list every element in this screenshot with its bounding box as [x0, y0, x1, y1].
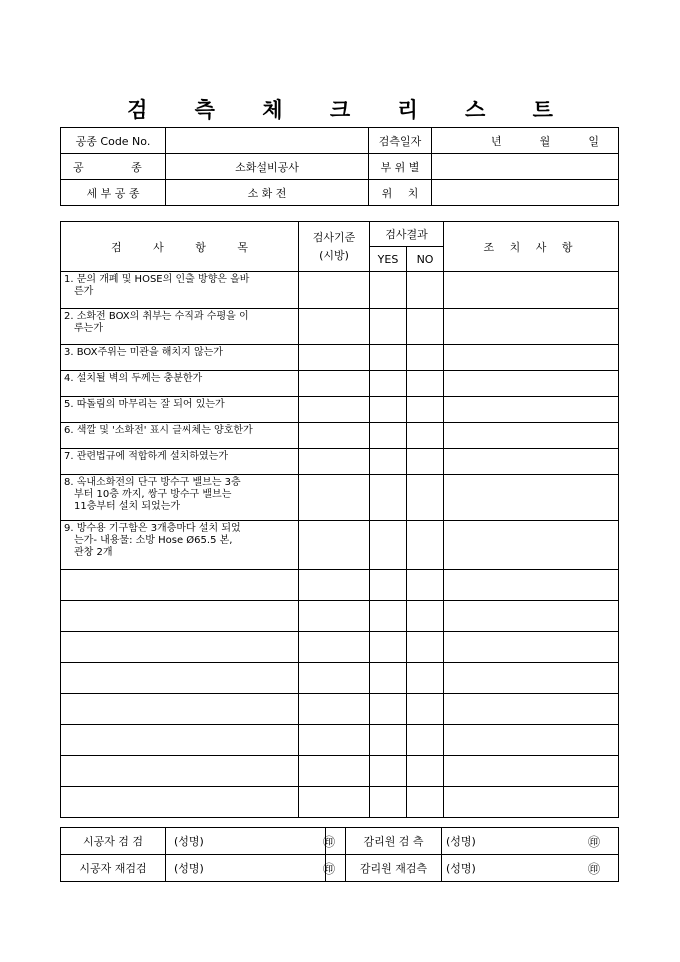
checklist-action-field[interactable] [444, 345, 619, 371]
contractor-inspect-name-field[interactable] [166, 828, 335, 855]
signature-row-2 [61, 855, 619, 882]
checklist-standard-field[interactable] [299, 449, 370, 475]
date-month-label: 월 [539, 134, 551, 148]
date-label: 검측일자 [369, 128, 432, 154]
checklist-standard-field[interactable] [299, 272, 370, 309]
checklist-standard-field[interactable] [299, 725, 370, 756]
contractor-inspect-seal: ㊞ [322, 834, 335, 849]
checklist-action-field[interactable] [444, 601, 619, 632]
col-standard-title: 검사기준 [312, 230, 356, 244]
checklist-item-field[interactable] [61, 601, 299, 632]
checklist-item-field[interactable] [61, 756, 299, 787]
checklist-yes-checkbox[interactable] [370, 371, 407, 397]
code-label: 공종 Code No. [61, 128, 166, 154]
checklist-empty-row [61, 694, 619, 725]
checklist-no-checkbox[interactable] [407, 787, 444, 818]
checklist-yes-checkbox[interactable] [370, 345, 407, 371]
checklist-no-checkbox[interactable] [407, 309, 444, 345]
checklist-item-field[interactable] [61, 787, 299, 818]
checklist-no-checkbox[interactable] [407, 345, 444, 371]
header-row-code [61, 128, 619, 154]
checklist-item-line: 2. 소화전 BOX의 취부는 수직과 수평을 이 [64, 311, 249, 322]
checklist-no-checkbox[interactable] [407, 371, 444, 397]
checklist-row [61, 449, 619, 475]
detail-value-field[interactable]: 소 화 전 [166, 180, 369, 206]
contractor-inspect-name-label: (성명) [174, 834, 204, 848]
checklist-no-checkbox[interactable] [407, 694, 444, 725]
checklist-yes-checkbox[interactable] [370, 521, 407, 570]
contractor-reinspect-seal: ㊞ [322, 861, 335, 876]
work-label [61, 154, 166, 180]
date-year-label: 년 [491, 134, 502, 148]
checklist-row [61, 521, 619, 570]
checklist-action-field[interactable] [444, 423, 619, 449]
checklist-empty-row [61, 632, 619, 663]
checklist-standard-field[interactable] [299, 475, 370, 521]
checklist-standard-field[interactable] [299, 787, 370, 818]
checklist-action-field[interactable] [444, 272, 619, 309]
checklist-standard-field[interactable] [299, 345, 370, 371]
checklist-no-checkbox[interactable] [407, 570, 444, 601]
checklist-action-field[interactable] [444, 725, 619, 756]
checklist-standard-field[interactable] [299, 309, 370, 345]
checklist-item-text [61, 371, 299, 397]
checklist-item-line: 5. 따돌림의 마무리는 잘 되어 있는가 [64, 399, 225, 410]
checklist-no-checkbox[interactable] [407, 663, 444, 694]
checklist-no-checkbox[interactable] [407, 521, 444, 570]
col-standard-subtitle: (시방) [319, 248, 349, 262]
detail-label: 세 부 공 종 [61, 180, 166, 206]
checklist-row [61, 423, 619, 449]
col-action-header: 조 치 사 항 [444, 222, 619, 272]
header-row-detail [61, 180, 619, 206]
checklist-yes-checkbox[interactable] [370, 663, 407, 694]
checklist-yes-checkbox[interactable] [370, 756, 407, 787]
checklist-standard-field[interactable] [299, 423, 370, 449]
checklist-yes-checkbox[interactable] [370, 272, 407, 309]
checklist-no-checkbox[interactable] [407, 397, 444, 423]
page-title: 검 측 체 크 리 스 트 [127, 97, 573, 122]
checklist-standard-field[interactable] [299, 601, 370, 632]
checklist-no-checkbox[interactable] [407, 449, 444, 475]
checklist-standard-field[interactable] [299, 570, 370, 601]
checklist-action-field[interactable] [444, 371, 619, 397]
signature-row-1 [61, 828, 619, 855]
col-item-header: 검 사 항 목 [61, 222, 299, 272]
checklist-no-checkbox[interactable] [407, 272, 444, 309]
contractor-inspect-label: 시공자 검 검 [61, 828, 166, 855]
checklist-item-text [61, 475, 299, 521]
checklist-empty-row [61, 756, 619, 787]
checklist-item-line: 른가 [74, 286, 94, 297]
checklist-body [61, 272, 619, 818]
checklist-item-line: 부터 10층 까지, 쌍구 방수구 밸브는 [74, 489, 232, 500]
checklist-action-field[interactable] [444, 787, 619, 818]
checklist-standard-field[interactable] [299, 663, 370, 694]
supervisor-reinspect-name-label: (성명) [446, 861, 476, 875]
checklist-action-field[interactable] [444, 397, 619, 423]
date-value-field[interactable] [432, 128, 619, 154]
checklist-item-line: 11층부터 설치 되었는가 [74, 501, 181, 512]
checklist-item-field[interactable] [61, 570, 299, 601]
checklist-item-line: 6. 색깔 및 '소화전' 표시 글씨체는 양호한가 [64, 425, 253, 436]
supervisor-inspect-name-label: (성명) [446, 834, 476, 848]
checklist-item-line: 7. 관련법규에 적합하게 설치하였는가 [64, 451, 228, 462]
col-result-header: 검사결과 [370, 222, 444, 247]
checklist-action-field[interactable] [444, 570, 619, 601]
checklist-action-field[interactable] [444, 309, 619, 345]
checklist-yes-checkbox[interactable] [370, 475, 407, 521]
checklist-item-text [61, 521, 299, 570]
checklist-row [61, 475, 619, 521]
checklist-empty-row [61, 601, 619, 632]
checklist-action-field[interactable] [444, 521, 619, 570]
checklist-action-field[interactable] [444, 449, 619, 475]
checklist-item-line: 3. BOX주위는 미관을 해치지 않는가 [64, 347, 223, 358]
location-value-field[interactable] [432, 180, 619, 206]
date-day-label: 일 [588, 134, 599, 148]
checklist-item-field[interactable] [61, 725, 299, 756]
supervisor-inspect-seal: ㊞ [587, 834, 600, 849]
checklist-yes-checkbox[interactable] [370, 601, 407, 632]
checklist-row [61, 309, 619, 345]
supervisor-inspect-name-field[interactable] [442, 828, 619, 855]
checklist-empty-row [61, 725, 619, 756]
checklist-no-checkbox[interactable] [407, 601, 444, 632]
checklist-item-line: 는가- 내용물: 소방 Hose Ø65.5 본, [74, 535, 233, 546]
code-value-field[interactable] [166, 128, 369, 154]
checklist-item-field[interactable] [61, 632, 299, 663]
col-no-header: NO [407, 247, 444, 272]
checklist-yes-checkbox[interactable] [370, 423, 407, 449]
col-yes-header: YES [370, 247, 407, 272]
contractor-reinspect-label: 시공자 재검검 [61, 855, 166, 882]
supervisor-reinspect-label: 감리원 재검측 [346, 855, 442, 882]
checklist-yes-checkbox[interactable] [370, 694, 407, 725]
checklist-empty-row [61, 787, 619, 818]
checklist-standard-field[interactable] [299, 756, 370, 787]
checklist-no-checkbox[interactable] [407, 756, 444, 787]
checklist-action-field[interactable] [444, 632, 619, 663]
header-row-work [61, 154, 619, 180]
supervisor-inspect-label: 감리원 검 측 [346, 828, 442, 855]
checklist-yes-checkbox[interactable] [370, 449, 407, 475]
checklist-yes-checkbox[interactable] [370, 787, 407, 818]
checklist-item-text [61, 397, 299, 423]
checklist-item-line: 4. 설치될 벽의 두께는 충분한가 [64, 373, 203, 384]
checklist-no-checkbox[interactable] [407, 423, 444, 449]
checklist-no-checkbox[interactable] [407, 725, 444, 756]
checklist-item-text [61, 345, 299, 371]
checklist-item-line: 9. 방수용 기구함은 3개층마다 설치 되었 [64, 523, 241, 534]
checklist-header-row [61, 222, 619, 247]
contractor-reinspect-name-label: (성명) [174, 861, 204, 875]
part-label: 부 위 별 [369, 154, 432, 180]
checklist-standard-field[interactable] [299, 371, 370, 397]
checklist-action-field[interactable] [444, 663, 619, 694]
work-label-text: 공 종 [73, 160, 142, 174]
checklist-action-field[interactable] [444, 475, 619, 521]
checklist-empty-row [61, 570, 619, 601]
work-value-field[interactable]: 소화설비공사 [166, 154, 369, 180]
checklist-item-text [61, 423, 299, 449]
col-standard-header [299, 222, 370, 272]
checklist-row [61, 397, 619, 423]
checklist-item-line: 루는가 [74, 323, 103, 334]
checklist-standard-field[interactable] [299, 397, 370, 423]
checklist-action-field[interactable] [444, 756, 619, 787]
checklist-row [61, 272, 619, 309]
checklist-item-line: 8. 옥내소화전의 단구 방수구 밸브는 3층 [64, 477, 241, 488]
checklist-item-line: 1. 문의 개폐 및 HOSE의 인출 방향은 올바 [64, 274, 250, 285]
header-table [60, 127, 619, 206]
checklist-item-text [61, 309, 299, 345]
supervisor-reinspect-name-field[interactable] [442, 855, 619, 882]
checklist-yes-checkbox[interactable] [370, 309, 407, 345]
checklist-item-line: 관창 2개 [74, 547, 113, 558]
part-value-field[interactable] [432, 154, 619, 180]
signature-table [60, 827, 619, 882]
checklist-row [61, 371, 619, 397]
location-label: 위 치 [369, 180, 432, 206]
checklist-item-field[interactable] [61, 694, 299, 725]
checklist-row [61, 345, 619, 371]
checklist-no-checkbox[interactable] [407, 475, 444, 521]
checklist-standard-field[interactable] [299, 632, 370, 663]
checklist-no-checkbox[interactable] [407, 632, 444, 663]
checklist-yes-checkbox[interactable] [370, 725, 407, 756]
checklist-item-text [61, 272, 299, 309]
checklist-action-field[interactable] [444, 694, 619, 725]
checklist-standard-field[interactable] [299, 521, 370, 570]
contractor-reinspect-name-field[interactable] [166, 855, 335, 882]
checklist-yes-checkbox[interactable] [370, 570, 407, 601]
supervisor-reinspect-seal: ㊞ [587, 861, 600, 876]
checklist-standard-field[interactable] [299, 694, 370, 725]
checklist-item-text [61, 449, 299, 475]
checklist-yes-checkbox[interactable] [370, 397, 407, 423]
checklist-table [60, 221, 619, 818]
checklist-item-field[interactable] [61, 663, 299, 694]
checklist-empty-row [61, 663, 619, 694]
checklist-yes-checkbox[interactable] [370, 632, 407, 663]
